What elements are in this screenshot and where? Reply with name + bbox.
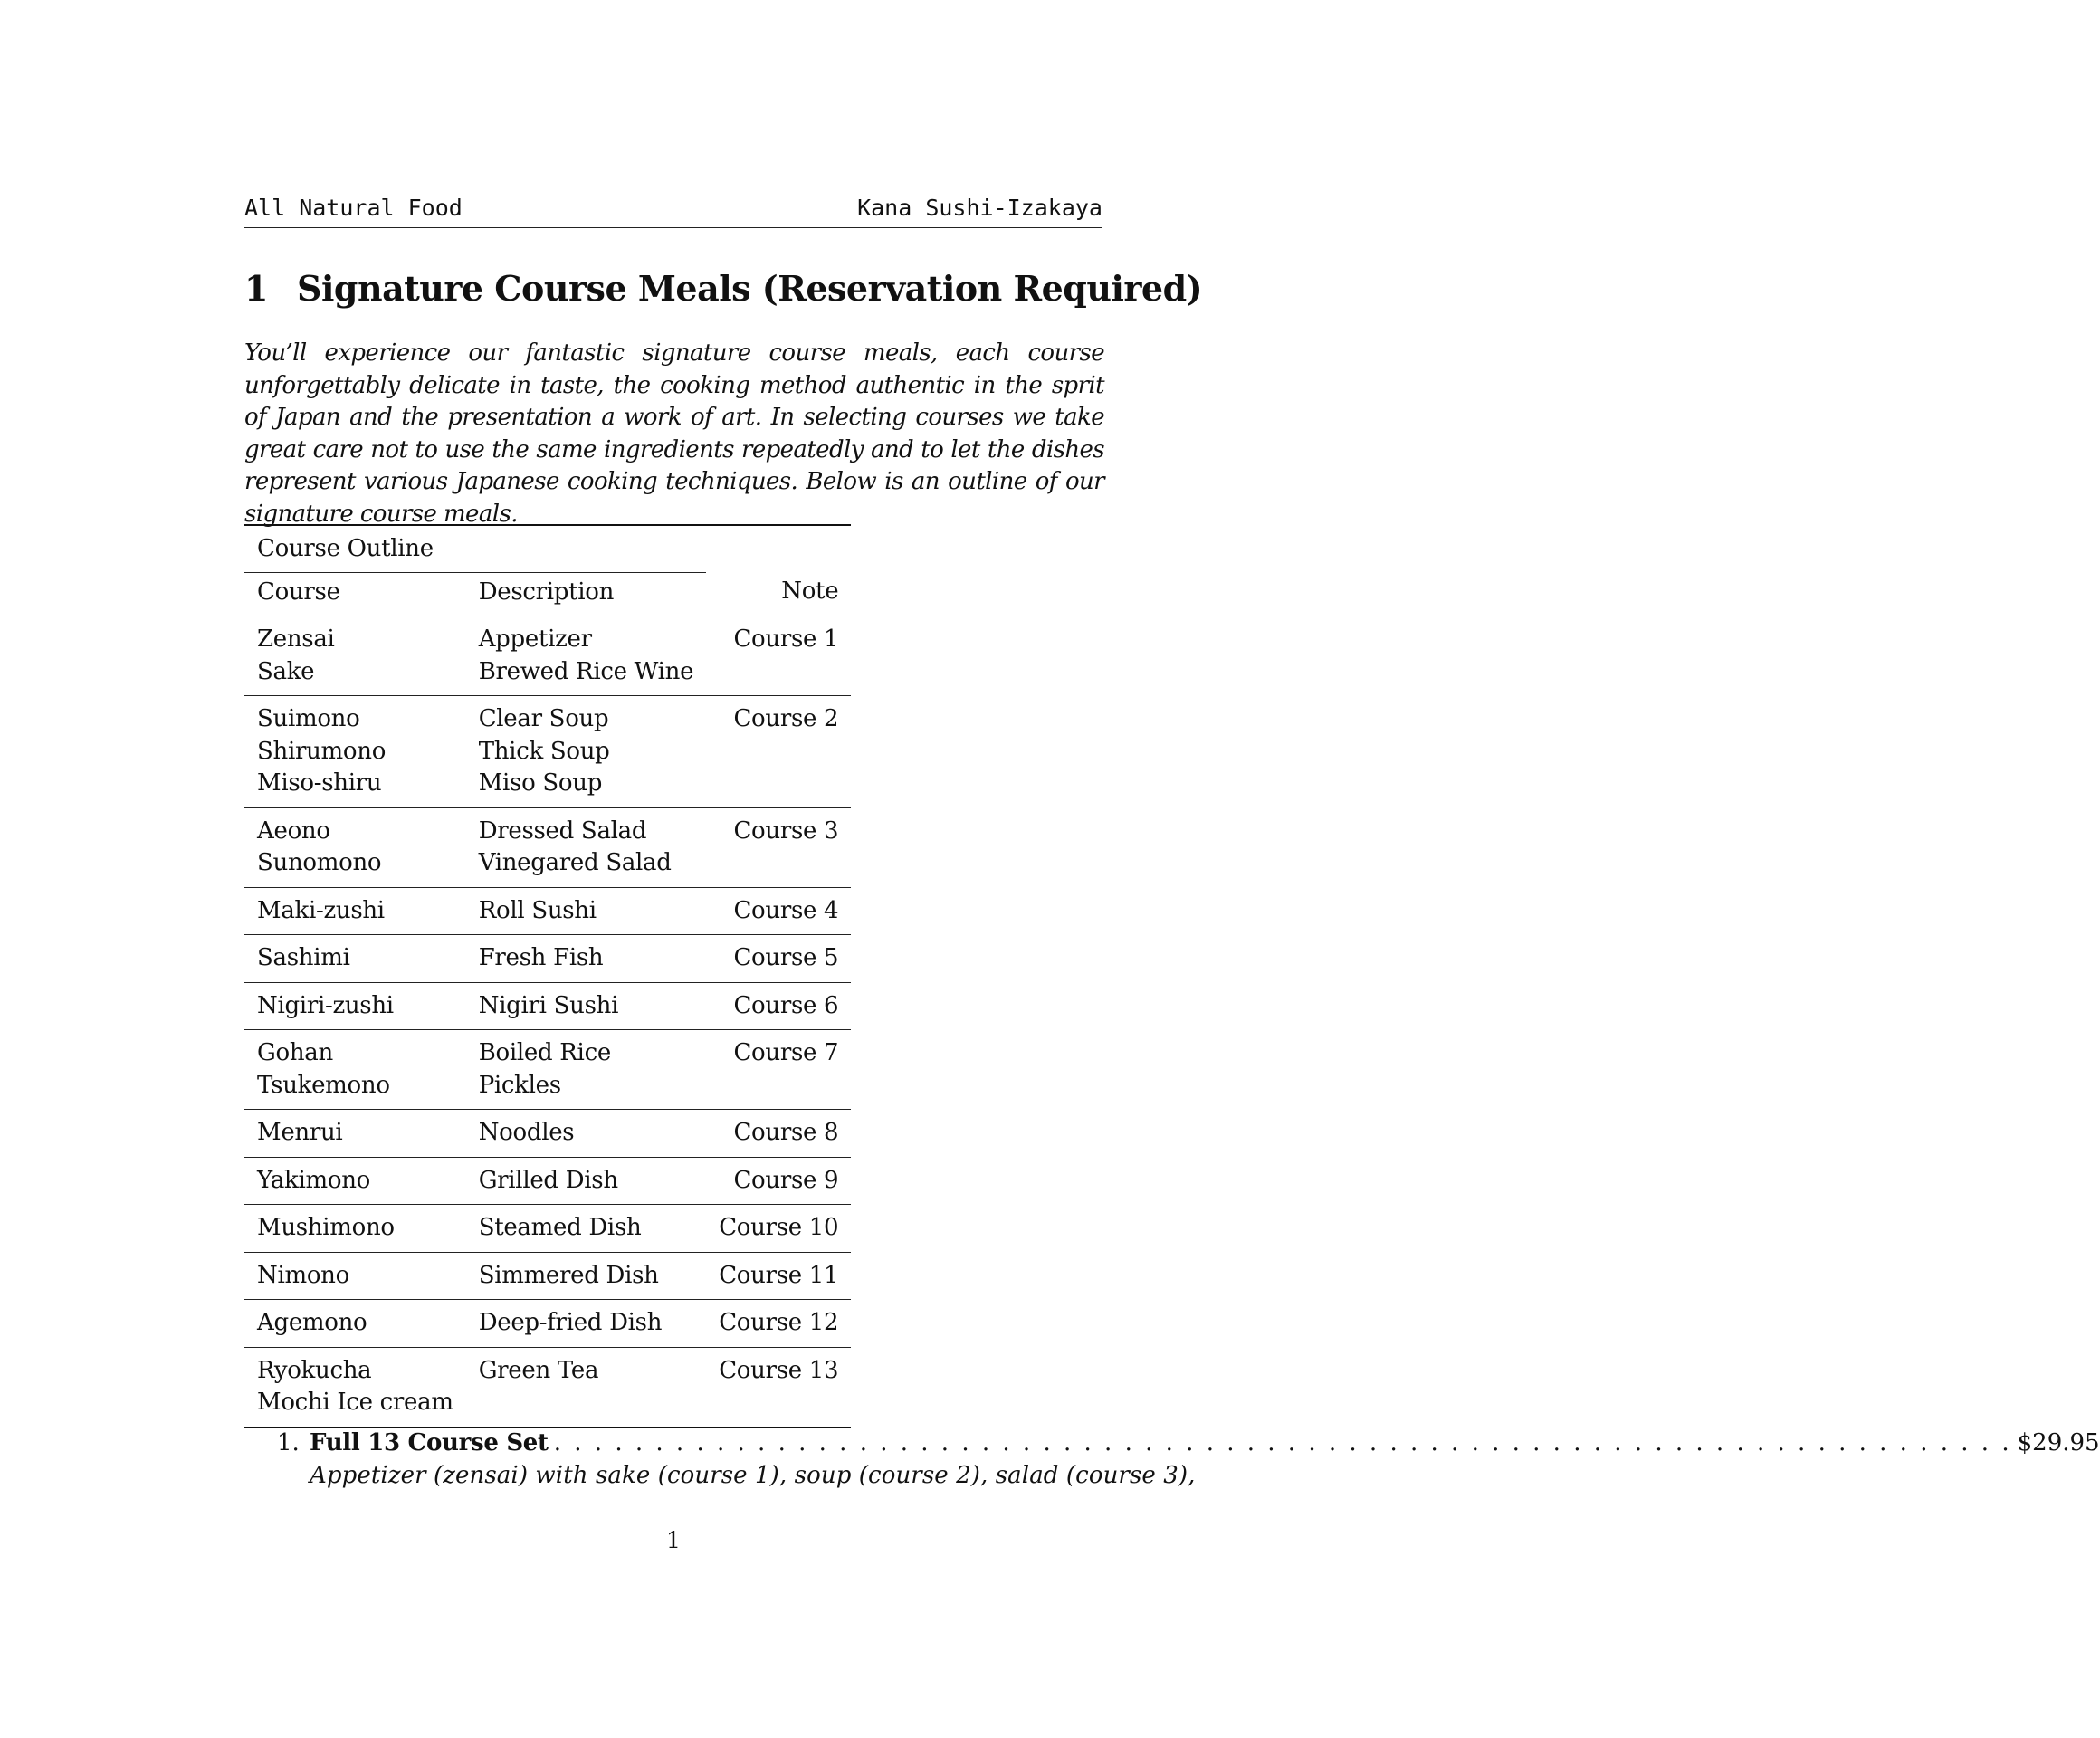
- table-row: [244, 1030, 851, 1110]
- table-row: [244, 1157, 851, 1205]
- page-number: 1: [666, 1527, 681, 1553]
- cell-course: [244, 1300, 466, 1348]
- table-row: [244, 887, 851, 935]
- cell-description-line: Dressed Salad: [478, 816, 647, 845]
- cell-course-line: Suimono: [257, 705, 360, 732]
- cell-course: [244, 1030, 466, 1110]
- cell-note: Course 10: [706, 1205, 851, 1253]
- table-caption-empty: [706, 525, 851, 572]
- cell-note: Course 12: [706, 1300, 851, 1348]
- table-row: [244, 1205, 851, 1253]
- header-note: Note: [706, 572, 851, 616]
- cell-description-line: Boiled Rice: [478, 1039, 611, 1066]
- table-row: [244, 696, 851, 808]
- cell-course: [244, 807, 466, 887]
- cell-description: [466, 696, 707, 808]
- cell-description-line: Vinegared Salad: [478, 849, 672, 876]
- item-title-line: [310, 1428, 2100, 1460]
- cell-description: [466, 1205, 707, 1253]
- cell-course: [244, 1347, 466, 1428]
- cell-course: [244, 616, 466, 696]
- cell-description-line: Grilled Dish: [478, 1166, 618, 1194]
- cell-description-line: Deep-fried Dish: [478, 1309, 663, 1336]
- cell-description-line: Nigiri Sushi: [478, 991, 619, 1019]
- cell-description: [466, 1030, 707, 1110]
- cell-description: [466, 935, 707, 983]
- cell-note: Course 8: [706, 1110, 851, 1158]
- header-left-text: All Natural Food: [244, 195, 463, 221]
- cell-course-line: Maki-zushi: [257, 896, 385, 924]
- table-caption-row: [244, 525, 851, 572]
- cell-course-line: Menrui: [257, 1119, 343, 1146]
- cell-course-line: Gohan: [257, 1039, 333, 1066]
- cell-course: [244, 887, 466, 935]
- cell-course-line: Nimono: [257, 1261, 349, 1289]
- cell-course-line: Mochi Ice cream: [257, 1389, 453, 1416]
- cell-note: Course 2: [706, 696, 851, 808]
- table-row: [244, 982, 851, 1030]
- cell-description: [466, 1347, 707, 1428]
- cell-description: [466, 982, 707, 1030]
- table-row: [244, 1110, 851, 1158]
- cell-course-line: Yakimono: [257, 1166, 371, 1194]
- dot-leader: . . . . . . . . . . . . . . . . . . . . . . . . . . . . . . . . . . . . . . . . . . . . . . . . . . . . . . . . . . . . . . . . . . . . . . . .: [553, 1429, 2012, 1456]
- cell-description-line: Appetizer: [478, 625, 592, 653]
- cell-course-line: Ryokucha: [257, 1356, 372, 1384]
- cell-description: [466, 887, 707, 935]
- cell-course-line: Aeono: [257, 816, 330, 845]
- table-row: [244, 1300, 851, 1348]
- cell-course-line: Tsukemono: [257, 1071, 390, 1099]
- cell-note: Course 5: [706, 935, 851, 983]
- cell-course-line: Sashimi: [257, 944, 350, 971]
- item-name: Full 13 Course Set: [310, 1429, 549, 1456]
- cell-note: Course 11: [706, 1252, 851, 1300]
- item-price: $29.95: [2017, 1429, 2100, 1456]
- cell-note: Course 9: [706, 1157, 851, 1205]
- item-number: 1.: [277, 1429, 300, 1456]
- cell-description-line: Miso Soup: [478, 769, 603, 797]
- table-row: [244, 616, 851, 696]
- cell-note: Course 7: [706, 1030, 851, 1110]
- header-right-text: Kana Sushi-Izakaya: [857, 195, 1102, 221]
- cell-course: [244, 982, 466, 1030]
- section-heading: [244, 268, 1203, 309]
- cell-description: [466, 1110, 707, 1158]
- section-title: Signature Course Meals (Reservation Required): [297, 268, 1203, 309]
- table-row: [244, 1252, 851, 1300]
- cell-description-line: Roll Sushi: [478, 896, 597, 924]
- cell-description-line: Clear Soup: [478, 705, 609, 732]
- header-course: Course: [244, 572, 466, 616]
- cell-course: [244, 1110, 466, 1158]
- cell-course-line: Nigiri-zushi: [257, 991, 394, 1019]
- intro-paragraph: You’ll experience our fantastic signature course meals, each course unforgettably delicate in taste, the cooking method authentic in the sprit of Japan and the presentation a work of art. In selecting courses we take great care not to use the same ingredients repeatedly and to let the dishes represent various Japanese cooking techniques. Below is an outline of our signature course meals.: [244, 339, 1104, 528]
- item-description: Appetizer (zensai) with sake (course 1), soup (course 2), salad (course 3),: [310, 1462, 1196, 1489]
- cell-course: [244, 696, 466, 808]
- cell-description-line: Brewed Rice Wine: [478, 657, 694, 685]
- cell-course-line: Agemono: [257, 1309, 368, 1336]
- table-row: [244, 1347, 851, 1428]
- header-description: Description: [466, 572, 707, 616]
- table-row: [244, 935, 851, 983]
- cell-description: [466, 807, 707, 887]
- cell-description: [466, 1252, 707, 1300]
- cell-description-line: Pickles: [478, 1071, 561, 1099]
- cell-note: Course 6: [706, 982, 851, 1030]
- cell-note: Course 1: [706, 616, 851, 696]
- cell-course-line: Sake: [257, 657, 315, 685]
- cell-description-line: Green Tea: [478, 1356, 599, 1384]
- cell-description-line: Thick Soup: [478, 737, 610, 765]
- cell-course-line: Miso-shiru: [257, 769, 382, 797]
- cell-description: [466, 616, 707, 696]
- cell-course-line: Zensai: [257, 625, 335, 653]
- cell-description-line: Steamed Dish: [478, 1214, 642, 1241]
- cell-course-line: Sunomono: [257, 849, 382, 876]
- section-number: 1: [244, 268, 268, 309]
- table-row: [244, 807, 851, 887]
- cell-description: [466, 1157, 707, 1205]
- cell-course-line: Shirumono: [257, 737, 387, 765]
- cell-note: Course 13: [706, 1347, 851, 1428]
- cell-description-line: Fresh Fish: [478, 944, 604, 971]
- running-header: [244, 195, 1102, 228]
- cell-course: [244, 1157, 466, 1205]
- table-header-row: [244, 572, 851, 616]
- cell-course: [244, 935, 466, 983]
- cell-description-line: Simmered Dish: [478, 1261, 659, 1289]
- cell-note: Course 4: [706, 887, 851, 935]
- cell-description: [466, 1300, 707, 1348]
- cell-course-line: Mushimono: [257, 1214, 395, 1241]
- cell-note: Course 3: [706, 807, 851, 887]
- cell-description-line: Noodles: [478, 1119, 575, 1146]
- cell-course: [244, 1205, 466, 1253]
- table-caption: Course Outline: [244, 525, 706, 572]
- cell-course: [244, 1252, 466, 1300]
- course-outline-table: [244, 524, 851, 1428]
